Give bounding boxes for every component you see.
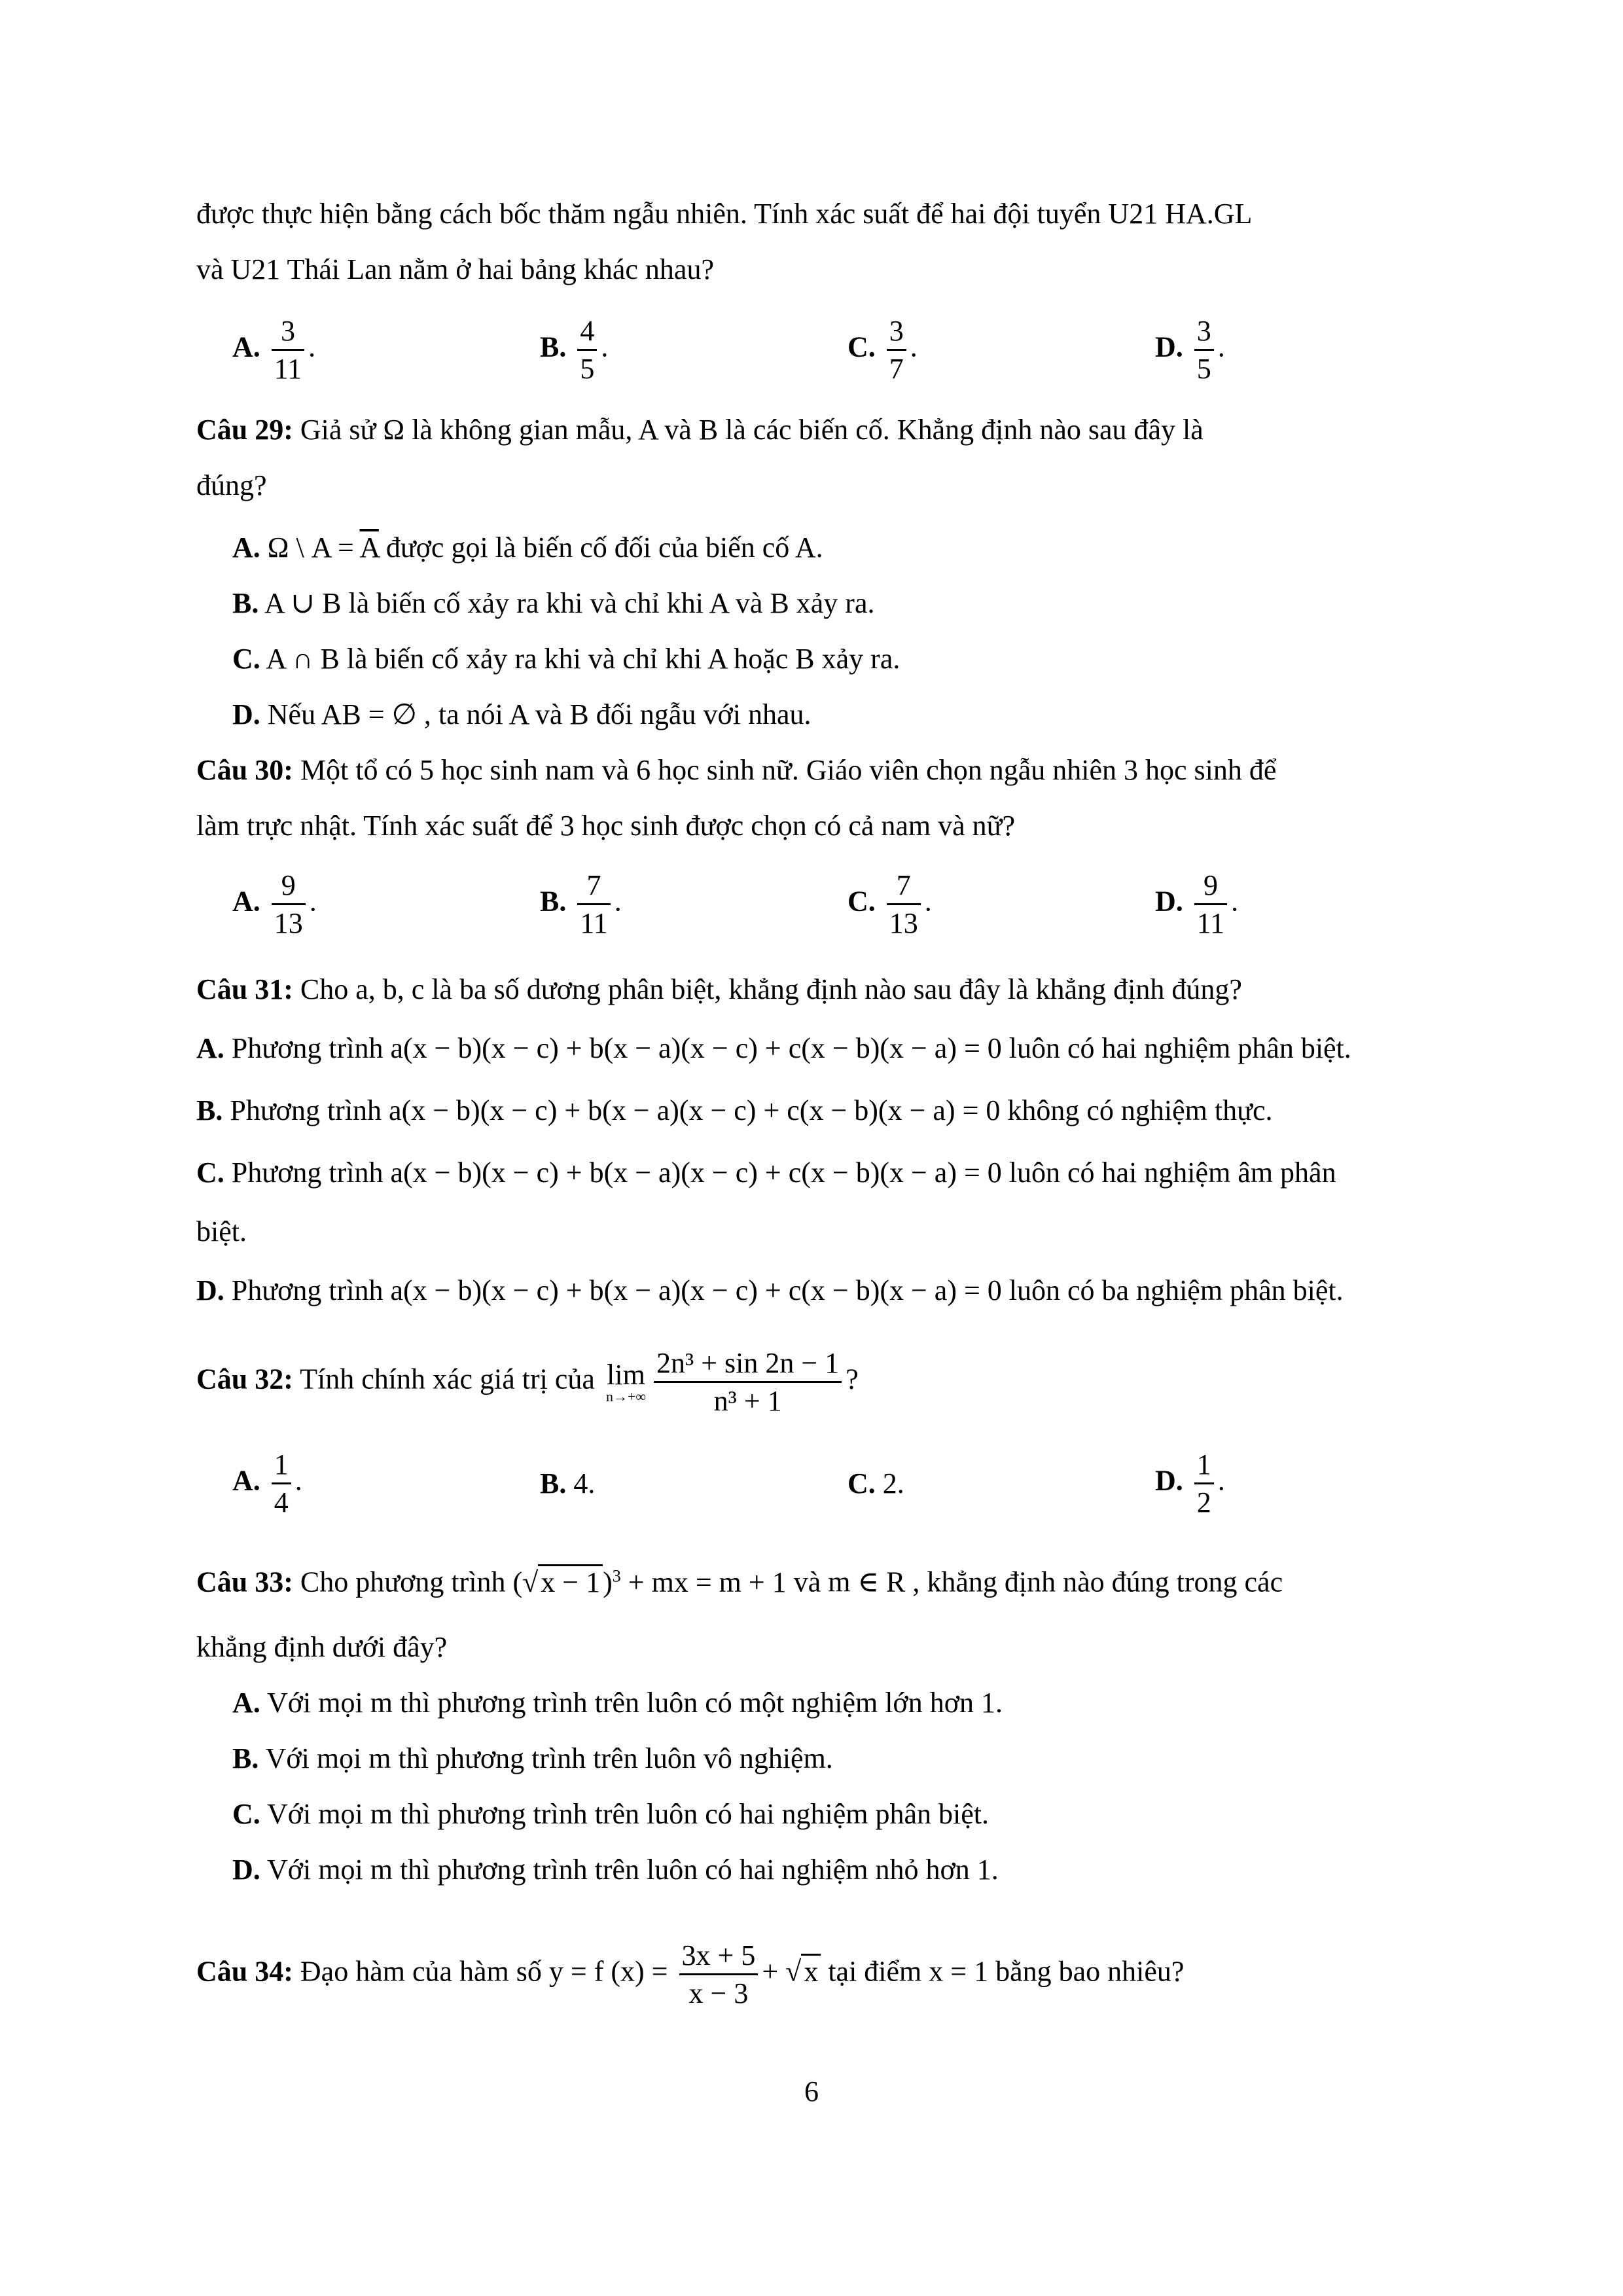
- q33-option-d: [232, 1856, 999, 1884]
- option-text: 2.: [882, 1467, 904, 1499]
- q33-stem-line-2: khẳng định dưới đây?: [196, 1631, 448, 1663]
- question-text: Đạo hàm của hàm số y = f (x) =: [300, 1955, 668, 1988]
- q31-stem: [196, 975, 1242, 1004]
- q29-option-d: [232, 700, 811, 729]
- denominator: n³ + 1: [713, 1385, 782, 1417]
- q30-option-a: A. $\frac{9}{13}$ .: [232, 867, 317, 941]
- denominator: 13: [889, 907, 918, 939]
- question-text: Giả sử Ω là không gian mẫu, A và B là các biến cố. Khẳng định nào sau đây là: [300, 414, 1204, 446]
- option-text: được gọi là biến cố đối của biến cố A.: [385, 531, 823, 564]
- lim-subscript: n→+∞: [605, 1388, 647, 1405]
- q28-option-a: A. $\frac{3}{11}$ .: [232, 313, 315, 387]
- q33-option-a: [232, 1689, 1003, 1717]
- fraction: [272, 1446, 291, 1520]
- limit-fraction: [654, 1345, 842, 1419]
- option-label: D.: [1155, 331, 1183, 363]
- option-text: Phương trình a(x − b)(x − c) + b(x − a)(x − c) + c(x − b)(x − a) = 0 luôn có ba nghiệm phân biệt.: [231, 1274, 1344, 1306]
- intro-line-1: được thực hiện bằng cách bốc thăm ngẫu nhiên. Tính xác suất để hai đội tuyển U21 HA.GL: [196, 198, 1253, 230]
- equation: $(√x - 1)^3$ + mx = m + 1: [512, 1566, 786, 1598]
- q32-option-a: A. $\frac{1}{4}$ .: [232, 1446, 302, 1520]
- q31-option-d: [196, 1276, 1344, 1305]
- q33-option-c: [232, 1800, 989, 1829]
- exponent: 3: [612, 1566, 621, 1585]
- lim-text: lim: [607, 1358, 645, 1391]
- q33-option-b: [232, 1744, 833, 1773]
- option-label: B.: [540, 1467, 567, 1499]
- option-text: Với mọi m thì phương trình trên luôn vô nghiệm.: [265, 1742, 833, 1774]
- option-label: A.: [196, 1032, 224, 1064]
- fraction: [272, 867, 306, 941]
- q32-option-c: [847, 1469, 904, 1498]
- option-label: A.: [232, 1464, 260, 1497]
- option-label: A.: [232, 531, 260, 564]
- equation-rest: + mx = m + 1: [628, 1566, 787, 1598]
- q30-option-c: C. $\frac{7}{13}$ .: [847, 867, 932, 941]
- fraction: [887, 313, 906, 387]
- denominator: 11: [580, 907, 608, 939]
- denominator: 11: [1196, 907, 1225, 939]
- denominator: 11: [274, 353, 302, 385]
- numerator: 9: [272, 867, 306, 905]
- q29-stem-line-1: [196, 416, 1204, 444]
- numerator: 3: [1194, 313, 1214, 351]
- q29-option-a: [232, 533, 823, 562]
- option-label: C.: [847, 885, 876, 918]
- option-label: C.: [847, 331, 876, 363]
- q34-stem: Câu 34: Đạo hàm của hàm số y = f (x) = $\frac{3x + 5}{x - 3}$ + √x tại điểm x = 1 bằng bao nhiêu?: [196, 1937, 1184, 2011]
- option-label: B.: [540, 885, 567, 918]
- option-text: Phương trình a(x − b)(x − c) + b(x − a)(x − c) + c(x − b)(x − a) = 0 luôn có hai nghiệm âm phân: [231, 1157, 1336, 1189]
- q30-stem-line-2: làm trực nhật. Tính xác suất để 3 học sinh được chọn có cả nam và nữ?: [196, 810, 1016, 842]
- option-text: 4.: [573, 1467, 596, 1499]
- fraction: [577, 313, 597, 387]
- fraction: [1194, 313, 1214, 387]
- math: Ω \ A =: [267, 531, 360, 564]
- option-label: D.: [232, 1854, 260, 1886]
- option-label: D.: [1155, 885, 1183, 918]
- limit-operator: [605, 1358, 647, 1405]
- question-text: Một tổ có 5 học sinh nam và 6 học sinh nữ. Giáo viên chọn ngẫu nhiên 3 học sinh để: [300, 754, 1277, 786]
- option-text: Nếu AB = ∅ , ta nói A và B đối ngẫu với nhau.: [267, 698, 812, 730]
- numerator: 7: [577, 867, 610, 905]
- numerator: 4: [577, 313, 597, 351]
- option-text: Với mọi m thì phương trình trên luôn có hai nghiệm phân biệt.: [267, 1798, 990, 1830]
- q31-option-a: [196, 1034, 1351, 1063]
- question-text: Cho phương trình: [300, 1566, 506, 1598]
- q31-option-b: [196, 1096, 1273, 1125]
- question-label: Câu 30:: [196, 754, 293, 786]
- option-text: Với mọi m thì phương trình trên luôn có một nghiệm lớn hơn 1.: [267, 1687, 1003, 1719]
- page-number: 6: [804, 2075, 819, 2108]
- question-label: Câu 33:: [196, 1566, 293, 1598]
- option-label: A.: [232, 885, 260, 918]
- denominator: 7: [889, 353, 904, 385]
- option-label: C.: [232, 643, 260, 675]
- denominator: 5: [580, 353, 595, 385]
- option-label: B.: [540, 331, 567, 363]
- question-text: Tính chính xác giá trị của: [300, 1363, 595, 1395]
- q32-option-d: D. $\frac{1}{2}$ .: [1155, 1446, 1225, 1520]
- numerator: 3: [887, 313, 906, 351]
- numerator: 1: [272, 1446, 291, 1484]
- option-text: Phương trình a(x − b)(x − c) + b(x − a)(x − c) + c(x − b)(x − a) = 0 luôn có hai nghiệm phân biệt.: [231, 1032, 1351, 1064]
- question-text-post: tại điểm x = 1 bằng bao nhiêu?: [828, 1955, 1185, 1988]
- q30-stem-line-1: [196, 756, 1276, 785]
- question-text-mid: và m ∈ R , khẳng định nào đúng trong các: [793, 1566, 1283, 1598]
- q31-option-c-line-2: biệt.: [196, 1215, 247, 1247]
- q30-option-d: D. $\frac{9}{11}$ .: [1155, 867, 1238, 941]
- fraction: [272, 313, 304, 387]
- option-label: B.: [232, 587, 259, 619]
- numerator: 2n³ + sin 2n − 1: [654, 1345, 842, 1383]
- denominator: 5: [1196, 353, 1211, 385]
- fraction: [577, 867, 610, 941]
- q32-option-b: [540, 1469, 595, 1498]
- denominator: 13: [274, 907, 303, 939]
- option-text: A ∪ B là biến cố xảy ra khi và chỉ khi A và B xảy ra.: [264, 587, 875, 619]
- option-label: D.: [196, 1274, 224, 1306]
- option-label: C.: [232, 1798, 260, 1830]
- question-label: Câu 34:: [196, 1955, 293, 1988]
- q28-option-c: C. $\frac{3}{7}$ .: [847, 313, 918, 387]
- option-label: A.: [232, 1687, 260, 1719]
- q30-option-b: B. $\frac{7}{11}$ .: [540, 867, 622, 941]
- q28-option-b: B. $\frac{4}{5}$ .: [540, 313, 608, 387]
- q33-stem-line-1: [196, 1568, 1283, 1597]
- question-label: Câu 29:: [196, 414, 293, 446]
- option-label: B.: [196, 1094, 223, 1126]
- q29-stem-line-2: đúng?: [196, 469, 267, 501]
- option-label: C.: [196, 1157, 224, 1189]
- fraction: [1194, 867, 1227, 941]
- option-label: A.: [232, 331, 260, 363]
- numerator: 9: [1194, 867, 1227, 905]
- q32-stem: [196, 1345, 859, 1419]
- option-label: B.: [232, 1742, 259, 1774]
- fraction: [1194, 1446, 1214, 1520]
- fraction: [887, 867, 921, 941]
- function-fraction: [679, 1937, 758, 2011]
- denominator: 2: [1196, 1486, 1211, 1518]
- denominator: 4: [274, 1486, 289, 1518]
- option-label: C.: [847, 1467, 876, 1499]
- denominator: x − 3: [688, 1977, 749, 2009]
- question-label: Câu 32:: [196, 1363, 293, 1395]
- plus-sign: +: [762, 1955, 779, 1988]
- option-text: A ∩ B là biến cố xảy ra khi và chỉ khi A hoặc B xảy ra.: [266, 643, 901, 675]
- numerator: 3: [272, 313, 304, 351]
- numerator: 1: [1194, 1446, 1214, 1484]
- option-label: D.: [232, 698, 260, 730]
- q28-option-d: D. $\frac{3}{5}$ .: [1155, 313, 1225, 387]
- question-mark: ?: [846, 1363, 859, 1395]
- complement-a: $\overline{A}$: [359, 531, 379, 564]
- numerator: 7: [887, 867, 921, 905]
- question-label: Câu 31:: [196, 973, 293, 1005]
- option-label: D.: [1155, 1464, 1183, 1497]
- sqrt-radicand: x − 1: [538, 1564, 603, 1598]
- sqrt-radicand: x: [801, 1954, 821, 1988]
- intro-line-2: và U21 Thái Lan nằm ở hai bảng khác nhau?: [196, 253, 714, 285]
- option-text: Phương trình a(x − b)(x − c) + b(x − a)(x − c) + c(x − b)(x − a) = 0 không có nghiệm thực.: [230, 1094, 1273, 1126]
- q31-option-c: [196, 1158, 1336, 1187]
- q29-option-c: [232, 645, 900, 673]
- q29-option-b: [232, 589, 875, 618]
- question-text: Cho a, b, c là ba số dương phân biệt, khẳng định nào sau đây là khẳng định đúng?: [300, 973, 1242, 1005]
- option-text: Với mọi m thì phương trình trên luôn có hai nghiệm nhỏ hơn 1.: [267, 1854, 999, 1886]
- numerator: 3x + 5: [679, 1937, 758, 1975]
